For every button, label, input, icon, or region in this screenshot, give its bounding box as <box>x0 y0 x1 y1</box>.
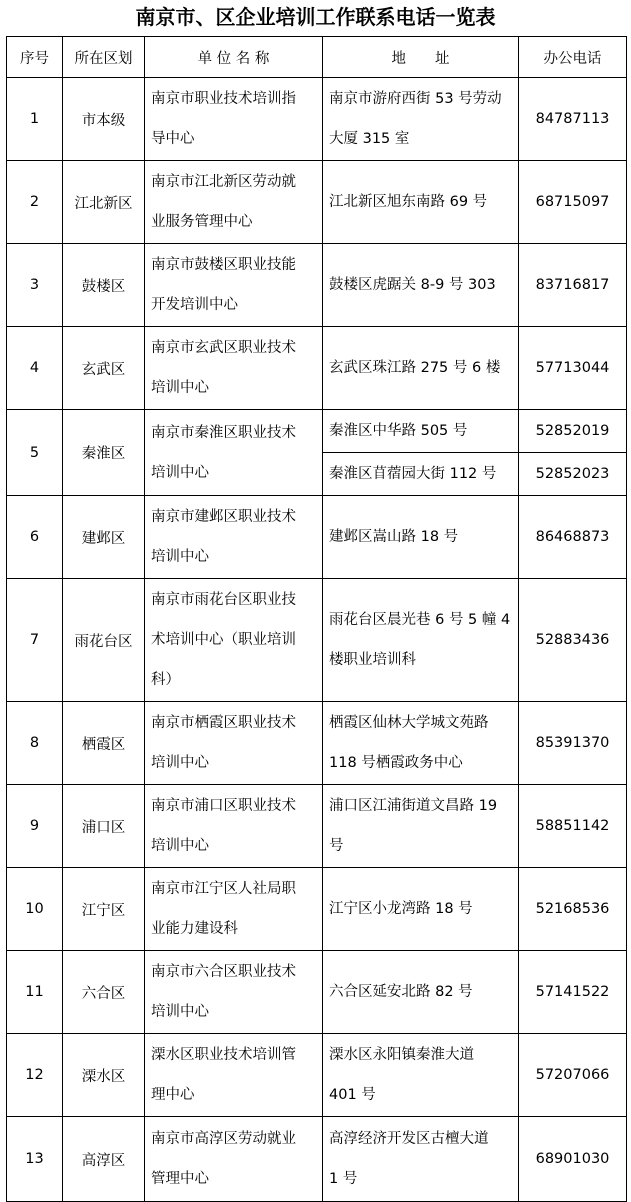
row-number: 2 <box>7 161 63 244</box>
row-unit-name <box>145 496 323 579</box>
cell-line: 培训中心 <box>151 464 209 481</box>
row-number: 10 <box>7 868 63 951</box>
cell-line: 南京市职业技术培训指 <box>151 91 296 107</box>
cell-line: 高淳经济开发区古檀大道 <box>329 1131 489 1147</box>
cell-line: 理中心 <box>151 1087 195 1103</box>
cell-line: 栖霞区仙林大学城文苑路 <box>329 715 489 731</box>
cell-line: 导中心 <box>151 131 195 147</box>
row-number: 11 <box>7 951 63 1034</box>
row-address <box>323 327 519 410</box>
row-number: 4 <box>7 327 63 410</box>
cell-line: 南京市江宁区人社局职 <box>151 881 296 897</box>
row-phone: 68901030 <box>519 1117 627 1202</box>
row-number: 13 <box>7 1117 63 1202</box>
table-row <box>7 579 627 702</box>
cell-line: 鼓楼区虎踞关 8-9 号 303 <box>329 277 496 293</box>
cell-line: 业服务管理中心 <box>151 214 253 230</box>
cell-line: 溧水区永阳镇秦淮大道 <box>329 1047 474 1063</box>
cell-line: 浦口区江浦街道文昌路 19 <box>329 798 498 814</box>
table-row <box>7 327 627 410</box>
row-district: 雨花台区 <box>63 579 145 702</box>
row-address <box>323 951 519 1034</box>
row-address <box>323 78 519 161</box>
row-district: 江北新区 <box>63 161 145 244</box>
header-no: 序号 <box>7 37 63 78</box>
row-number: 5 <box>7 410 63 496</box>
row-address <box>323 868 519 951</box>
cell-line: 楼职业培训科 <box>329 652 416 668</box>
table-header-row <box>7 37 627 78</box>
cell-line: 建邺区嵩山路 18 号 <box>329 529 459 545</box>
row-phone: 68715097 <box>519 161 627 244</box>
cell-line: 术培训中心（职业培训 <box>151 632 296 648</box>
row-phone: 52852023 <box>519 453 627 496</box>
table-row <box>7 785 627 868</box>
row-unit-name <box>145 579 323 702</box>
row-phone: 52852019 <box>519 410 627 453</box>
row-address <box>323 702 519 785</box>
row-unit-name <box>145 702 323 785</box>
cell-line: 江宁区小龙湾路 18 号 <box>329 901 473 917</box>
row-unit-name <box>145 161 323 244</box>
document-title: 南京市、区企业培训工作联系电话一览表 <box>135 5 496 29</box>
row-district: 玄武区 <box>63 327 145 410</box>
row-district: 秦淮区 <box>63 410 145 496</box>
row-phone: 86468873 <box>519 496 627 579</box>
row-phone: 84787113 <box>519 78 627 161</box>
row-number: 3 <box>7 244 63 327</box>
row-district: 溧水区 <box>63 1034 145 1117</box>
row-number: 12 <box>7 1034 63 1117</box>
row-number: 8 <box>7 702 63 785</box>
row-district: 高淳区 <box>63 1117 145 1202</box>
row-phone: 58851142 <box>519 785 627 868</box>
row-unit-name <box>145 951 323 1034</box>
header-district: 所在区划 <box>63 37 145 78</box>
row-unit-name <box>145 78 323 161</box>
row-address <box>323 496 519 579</box>
row-address <box>323 1034 519 1117</box>
row-district: 鼓楼区 <box>63 244 145 327</box>
row-phone: 85391370 <box>519 702 627 785</box>
cell-line: 培训中心 <box>151 380 209 396</box>
row-phone: 52168536 <box>519 868 627 951</box>
cell-line: 南京市江北新区劳动就 <box>151 174 296 190</box>
row-district: 栖霞区 <box>63 702 145 785</box>
cell-line: 溧水区职业技术培训管 <box>151 1047 296 1063</box>
table-row <box>7 702 627 785</box>
cell-line: 南京市鼓楼区职业技能 <box>151 257 296 273</box>
contacts-table <box>6 36 627 1202</box>
cell-line: 雨花台区晨光巷 6 号 5 幢 4 <box>329 612 511 628</box>
table-row <box>7 496 627 579</box>
row-unit-name <box>145 327 323 410</box>
cell-line: 118 号栖霞政务中心 <box>329 755 463 771</box>
cell-line: 大厦 315 室 <box>329 131 410 147</box>
row-address: 秦淮区苜蓿园大街 112 号 <box>323 453 519 496</box>
row-phone: 83716817 <box>519 244 627 327</box>
table-row <box>7 161 627 244</box>
row-unit-name <box>145 244 323 327</box>
table-row <box>7 1034 627 1117</box>
cell-line: 南京市雨花台区职业技 <box>151 592 296 608</box>
cell-line: 南京市游府西街 53 号劳动 <box>329 91 502 107</box>
row-district: 浦口区 <box>63 785 145 868</box>
cell-line: 培训中心 <box>151 549 209 565</box>
cell-line: 江北新区旭东南路 69 号 <box>329 194 488 210</box>
row-address <box>323 1117 519 1202</box>
cell-line: 南京市高淳区劳动就业 <box>151 1131 296 1147</box>
cell-line: 1 号 <box>329 1171 358 1187</box>
row-unit-name <box>145 1117 323 1202</box>
row-number: 6 <box>7 496 63 579</box>
table-body <box>7 78 627 1202</box>
cell-line: 培训中心 <box>151 755 209 771</box>
row-number: 1 <box>7 78 63 161</box>
row-unit-name <box>145 410 323 496</box>
cell-line: 南京市建邺区职业技术 <box>151 509 296 525</box>
row-district: 市本级 <box>63 78 145 161</box>
row-unit-name <box>145 785 323 868</box>
cell-line: 401 号 <box>329 1087 376 1103</box>
row-address <box>323 161 519 244</box>
header-address: 地 址 <box>323 37 519 78</box>
cell-line: 号 <box>329 838 344 854</box>
table-row <box>7 951 627 1034</box>
row-number: 7 <box>7 579 63 702</box>
header-phone: 办公电话 <box>519 37 627 78</box>
cell-line: 开发培训中心 <box>151 297 238 313</box>
table-row <box>7 410 627 453</box>
row-phone: 52883436 <box>519 579 627 702</box>
row-address <box>323 785 519 868</box>
cell-line: 南京市秦淮区职业技术 <box>151 424 296 441</box>
row-district: 六合区 <box>63 951 145 1034</box>
cell-line: 科） <box>151 672 180 688</box>
table-row <box>7 868 627 951</box>
row-address <box>323 579 519 702</box>
row-district: 建邺区 <box>63 496 145 579</box>
row-number: 9 <box>7 785 63 868</box>
table-row <box>7 78 627 161</box>
row-district: 江宁区 <box>63 868 145 951</box>
row-address: 秦淮区中华路 505 号 <box>323 410 519 453</box>
header-name: 单 位 名 称 <box>145 37 323 78</box>
row-unit-name <box>145 868 323 951</box>
cell-line: 培训中心 <box>151 838 209 854</box>
table-row <box>7 244 627 327</box>
row-unit-name <box>145 1034 323 1117</box>
cell-line: 培训中心 <box>151 1004 209 1020</box>
cell-line: 南京市浦口区职业技术 <box>151 798 296 814</box>
row-phone: 57207066 <box>519 1034 627 1117</box>
cell-line: 南京市玄武区职业技术 <box>151 340 296 356</box>
cell-line: 南京市栖霞区职业技术 <box>151 715 296 731</box>
cell-line: 玄武区珠江路 275 号 6 楼 <box>329 360 501 376</box>
row-phone: 57141522 <box>519 951 627 1034</box>
row-phone: 57713044 <box>519 327 627 410</box>
table-row <box>7 1117 627 1202</box>
cell-line: 管理中心 <box>151 1171 209 1187</box>
cell-line: 业能力建设科 <box>151 921 238 937</box>
row-address <box>323 244 519 327</box>
cell-line: 六合区延安北路 82 号 <box>329 984 473 1000</box>
cell-line: 南京市六合区职业技术 <box>151 964 296 980</box>
